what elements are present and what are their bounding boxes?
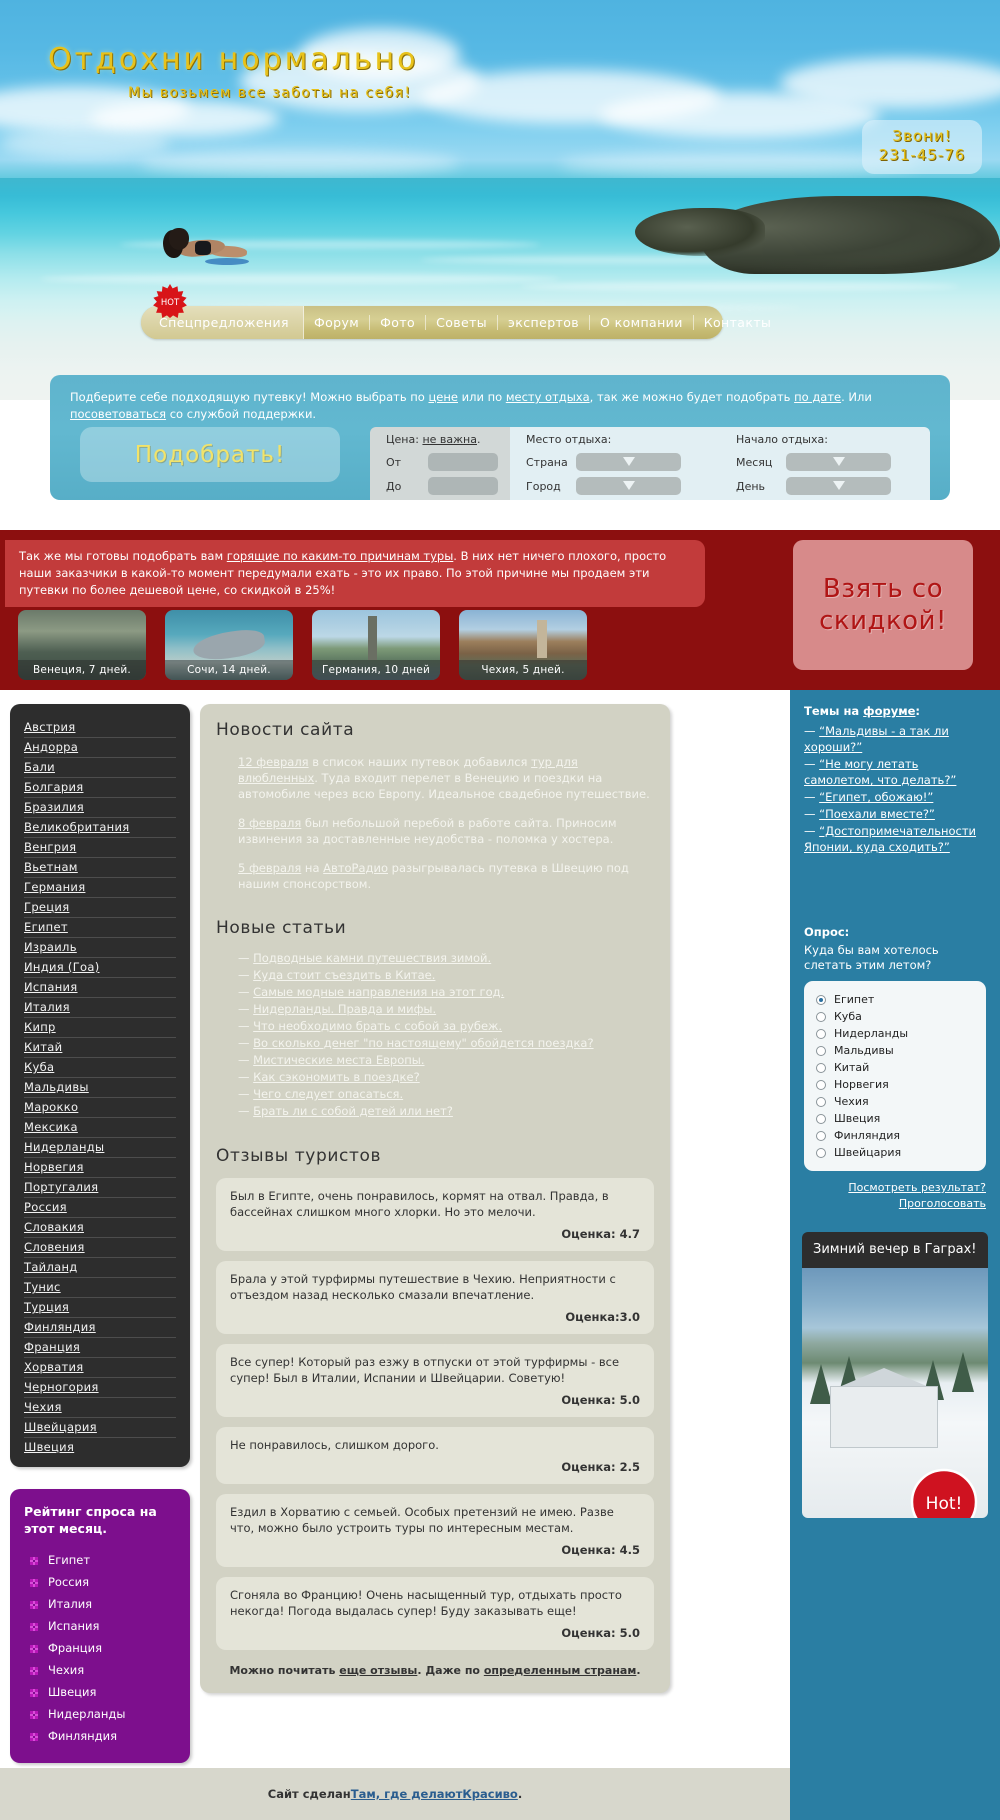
footer-part-1: Сайт сделан [267,1787,351,1801]
news-item: 12 февраля в список наших путевок добавился тур для влюбленных. Туда входит перелет в Венецию и поездки на автомобиле через всю Европу. Идеальное свадебное путешествие. [238,755,650,801]
day-select[interactable] [786,477,891,495]
intro-part-1: Подберите себе подходящую путевку! Можно выбрать по [70,390,429,404]
news-date-link[interactable]: 5 февраля [238,861,302,875]
review-text: Ездил в Хорватию с семьей. Особых претензий не имею. Разве что, можно было устроить туры по интересным местам. [230,1505,614,1535]
poll-option[interactable] [816,1093,974,1110]
price-from-label: От [386,455,402,469]
forum-topic-link[interactable]: “Мальдивы - а так ли хороши?” [804,724,949,754]
rating-item: Нидерланды [24,1703,176,1725]
site-subtitle: Мы возьмем все заботы на себя! [128,85,412,101]
promo-text [5,540,705,607]
poll-option-label: Швейцария [834,1146,902,1159]
advice-link[interactable]: посоветоваться [70,407,167,421]
more-reviews-link[interactable]: еще отзывы [339,1664,418,1677]
forum-title-part-2: : [915,704,921,718]
country-link[interactable]: Черногория [24,1378,176,1398]
country-link[interactable]: Португалия [24,1178,176,1198]
tour-card-venice[interactable] [18,610,146,680]
country-link[interactable]: Бали [24,758,176,778]
poll-option[interactable] [816,1127,974,1144]
news-inline-link[interactable]: тур для влюбленных [238,755,578,785]
poll-option[interactable] [816,1008,974,1025]
country-link[interactable]: Финляндия [24,1318,176,1338]
news-item: 8 февраля был небольшой перебой в работе сайта. Приносим извинения за доставленные неудобства - поломка у хостера. [238,816,617,846]
radio-button-icon[interactable] [816,1012,826,1022]
poll-option[interactable] [816,1042,974,1059]
forum-topic-item: — “Не могу летать самолетом, что делать?” [804,757,957,787]
articles-heading: Новые статьи [216,918,347,938]
news-list [216,754,654,892]
poll-option[interactable] [816,1110,974,1127]
take-with-discount-button[interactable]: Взять со скидкой! [793,540,973,670]
phone-label: Звони! [892,127,952,145]
country-list [10,704,190,1467]
country-link[interactable]: Индия (Гоа) [24,958,176,978]
country-link[interactable]: Мальдивы [24,1078,176,1098]
country-link[interactable]: Болгария [24,778,176,798]
day-label: День [736,479,766,493]
intro-part-3: , так же можно будет подобрать [589,390,795,404]
country-row [526,453,708,471]
tour-card-czech[interactable] [459,610,587,680]
reviews-heading: Отзывы туристов [216,1146,382,1166]
forum-topic-item: — “Египет, обожаю!” [804,790,934,804]
poll-option-label: Китай [834,1061,870,1074]
poll-option[interactable] [816,991,974,1008]
price-label-dot: . [476,433,481,446]
hot-badge-icon[interactable] [910,1468,978,1518]
radio-button-icon[interactable] [816,1029,826,1039]
right-sidebar-content [790,690,1000,1210]
city-row [526,477,708,495]
news-item: 5 февраля на АвтоРадио разыгрывалась путевка в Швецию под нашим спонсорством. [238,861,629,891]
poll-option-label: Чехия [834,1095,869,1108]
country-link[interactable]: Бразилия [24,798,176,818]
country-link[interactable]: Италия [24,998,176,1018]
country-link[interactable]: Словакия [24,1218,176,1238]
intro-part-5: со службой поддержки. [166,407,317,421]
radio-button-icon[interactable] [816,1131,826,1141]
country-link[interactable]: Турция [24,1298,176,1318]
radio-button-icon[interactable] [816,1097,826,1107]
article-link[interactable]: Нидерланды. Правда и мифы. [253,1002,437,1016]
hot-starburst-icon[interactable] [153,284,187,318]
tour-card-sochi[interactable] [165,610,293,680]
intro-part-2: или по [457,390,506,404]
country-link[interactable]: Вьетнам [24,858,176,878]
country-link[interactable]: Андорра [24,738,176,758]
poll-option-label: Куба [834,1010,862,1023]
city-select[interactable] [576,477,681,495]
price-column-label [386,433,498,446]
view-results-link[interactable]: Посмотреть результат? [848,1181,986,1194]
phone-number: 231-45-76 [878,146,966,164]
review-item [216,1261,654,1334]
review-text: Не понравилось, слишком дорого. [230,1438,439,1452]
winter-promo-banner[interactable] [802,1232,988,1518]
review-item [216,1178,654,1251]
month-label: Месяц [736,455,773,469]
poll-option-label: Египет [834,993,875,1006]
article-list-item: — Брать ли с собой детей или нет? [238,1104,453,1118]
forum-title-part-1: Темы на [804,704,864,718]
nav-item-experts[interactable]: экспертов [498,315,590,330]
poll-label: Опрос: [804,925,850,939]
country-link[interactable]: Великобритания [24,818,176,838]
place-link[interactable]: месту отдыха [505,390,590,404]
footer-link-2[interactable]: Красиво [462,1787,518,1801]
forum-topic-item: — “Достопримечательности Японии, куда сходить?” [804,824,977,854]
review-text: Сгоняла во Францию! Очень насыщенный тур, отдыхать просто некогда! Погода выдалась супер! Буду заказывать еще! [230,1588,622,1618]
rating-item: Египет [24,1549,176,1571]
day-row [736,477,918,495]
rating-item: Швеция [24,1681,176,1703]
article-list-item: — Самые модные направления на этот год. [238,985,505,999]
reviews-footnote [216,1664,654,1677]
poll-option-label: Норвегия [834,1078,889,1091]
rating-list [24,1549,176,1747]
tour-card-germany[interactable] [312,610,440,680]
rating-title: Рейтинг спроса на этот месяц. [24,1504,157,1536]
article-list-item: — Как сэкономить в поездке? [238,1070,420,1084]
country-link[interactable]: Швейцария [24,1418,176,1438]
article-link[interactable]: Брать ли с собой детей или нет? [253,1104,453,1118]
price-from-row [386,453,498,471]
page-footer [0,1768,790,1820]
review-score: Оценка:3.0 [565,1310,640,1324]
site-title: Отдохни нормально [48,42,419,77]
price-label-text: Цена: [386,433,423,446]
place-column [510,427,720,500]
review-text: Все супер! Который раз езжу в отпуски от этой турфирмы - все супер! Был в Италии, Испании и Швейцарии. Советую! [230,1355,620,1385]
hero-banner [0,0,1000,400]
tour-caption: Сочи, 14 дней. [165,660,293,680]
article-list-item: — Что необходимо брать с собой за рубеж. [238,1019,503,1033]
country-link[interactable]: Нидерланды [24,1138,176,1158]
news-heading: Новости сайта [216,720,355,740]
review-item [216,1494,654,1567]
house-body [830,1386,938,1448]
main-content-area [0,690,1000,1820]
country-select[interactable] [576,453,681,471]
country-link[interactable]: Норвегия [24,1158,176,1178]
article-link[interactable]: Как сэкономить в поездке? [253,1070,420,1084]
nav-item-forum[interactable]: Форум [304,315,370,330]
country-link[interactable]: Хорватия [24,1358,176,1378]
main-navigation[interactable] [141,306,772,339]
month-row [736,453,918,471]
country-link[interactable]: Мексика [24,1118,176,1138]
news-date-link[interactable]: 12 февраля [238,755,309,769]
country-link[interactable]: Китай [24,1038,176,1058]
forum-topic-item: — “Мальдивы - а так ли хороши?” [804,724,949,754]
winter-promo-image [802,1268,988,1518]
hot-tours-link[interactable]: горящие по каким-то причинам туры [226,549,454,563]
country-label: Страна [526,455,568,469]
poll-question: Куда бы вам хотелось слетать этим летом? [804,943,939,972]
radio-button-icon[interactable] [816,1148,826,1158]
review-score: Оценка: 5.0 [561,1626,640,1640]
promo-part-2: . В них нет ничего плохого, просто наши заказчики в какой-то момент передумали ехать - это их право. По этой причине мы продаем эти путевки по более дешевой цене, со скидкой в 25%! [19,549,667,597]
price-link[interactable]: цене [428,390,458,404]
rock-formation-small [635,208,765,256]
article-list-item: — Мистические места Европы. [238,1053,425,1067]
radio-button-icon[interactable] [816,1063,826,1073]
forum-topics-list [804,723,986,855]
poll-option-label: Нидерланды [834,1027,909,1040]
forum-title [804,704,986,718]
price-from-input[interactable] [428,453,498,471]
city-label: Город [526,479,561,493]
search-panel [50,375,950,500]
price-to-row [386,477,498,495]
article-link[interactable]: Подводные камни путешествия зимой. [253,951,492,965]
price-to-label: До [386,479,402,493]
tour-caption: Венеция, 7 дней. [18,660,146,680]
article-link[interactable]: Куда стоит съездить в Китае. [253,968,436,982]
footnote-part-2: . Даже по [417,1664,484,1677]
tour-caption: Чехия, 5 дней. [459,660,587,680]
article-link[interactable]: Чего следует опасаться. [253,1087,404,1101]
center-content [200,704,670,1693]
article-link[interactable]: Во сколько денег "по настоящему" обойдется поездка? [253,1036,594,1050]
country-link[interactable]: Тайланд [24,1258,176,1278]
nav-item-advice[interactable]: Советы [426,315,498,330]
country-link[interactable]: Египет [24,918,176,938]
date-column [720,427,930,500]
review-text: Брала у этой турфирмы путешествие в Чехию. Неприятности с отъездом назад несколько смазали впечатление. [230,1272,616,1302]
poll-option[interactable] [816,1059,974,1076]
poll-option-label: Финляндия [834,1129,901,1142]
right-sidebar [790,690,1000,1820]
search-form [370,427,930,500]
country-link[interactable]: Марокко [24,1098,176,1118]
review-score: Оценка: 2.5 [561,1460,640,1474]
place-column-label: Место отдыха: [526,433,612,446]
intro-part-4: . Или [841,390,872,404]
country-link[interactable]: Испания [24,978,176,998]
tour-caption: Германия, 10 дней [312,660,440,680]
price-column [370,427,510,500]
footer-link-1[interactable]: Там, где делают [350,1787,463,1801]
country-link[interactable]: Израиль [24,938,176,958]
promo-part-1: Так же мы готовы подобрать вам [19,549,227,563]
winter-promo-title: Зимний вечер в Гаграх! [802,1232,988,1268]
forum-topic-link[interactable]: “Не могу летать самолетом, что делать?” [804,757,957,787]
search-section [0,390,1000,530]
country-link[interactable]: Кипр [24,1018,176,1038]
forum-topic-item: — “Поехали вместе?” [804,807,935,821]
nav-item-specials[interactable]: Спецпредложения [141,306,304,339]
radio-button-icon[interactable] [816,1080,826,1090]
articles-list [238,950,654,1120]
news-date-link[interactable]: 8 февраля [238,816,302,830]
country-link[interactable]: Австрия [24,718,176,738]
forum-link[interactable]: форуме [863,704,916,718]
search-intro-text [70,389,930,423]
country-link[interactable]: Швеция [24,1440,75,1454]
svg-text:Hot!: Hot! [925,1494,963,1514]
radio-button-icon[interactable] [816,1114,826,1124]
review-item [216,1344,654,1417]
review-score: Оценка: 4.5 [561,1543,640,1557]
country-link[interactable]: Франция [24,1338,176,1358]
poll-option[interactable] [816,1076,974,1093]
rating-item: Чехия [24,1659,176,1681]
poll-actions [804,1181,986,1210]
review-item [216,1427,654,1484]
poll-option[interactable] [816,1144,974,1161]
nav-item-contacts[interactable]: Контакты [703,315,772,330]
country-reviews-link[interactable]: определенным странам [483,1664,637,1677]
article-list-item: — Куда стоит съездить в Китае. [238,968,436,982]
review-score: Оценка: 5.0 [561,1393,640,1407]
reviews-list [216,1178,654,1650]
rating-item: Финляндия [24,1725,176,1747]
review-score: Оценка: 4.7 [561,1227,640,1241]
forum-topic-link[interactable]: “Поехали вместе?” [819,807,935,821]
radio-button-icon[interactable] [816,1046,826,1056]
rating-item: Италия [24,1593,176,1615]
forum-topic-link[interactable]: “Достопримечательности Японии, куда сходить?” [804,824,977,854]
footnote-part-3: . [636,1664,641,1677]
radio-button-icon[interactable] [816,995,826,1005]
date-link[interactable]: по дате [794,390,842,404]
price-to-input[interactable] [428,477,498,495]
forum-topic-link[interactable]: “Египет, обожаю!” [819,790,934,804]
review-text: Был в Египте, очень понравилось, кормят на отвал. Правда, в бассейнах слишком много хлорки. Но это мелочи. [230,1189,609,1219]
tour-cards [18,610,587,680]
poll-option-label: Мальдивы [834,1044,894,1057]
poll-option-label: Швеция [834,1112,881,1125]
country-link[interactable]: Германия [24,878,176,898]
footer-part-3: . [517,1787,523,1801]
rating-item: Испания [24,1615,176,1637]
country-link[interactable]: Венгрия [24,838,176,858]
country-link[interactable]: Куба [24,1058,176,1078]
country-link[interactable]: Россия [24,1198,176,1218]
country-link[interactable]: Чехия [24,1398,176,1418]
country-link[interactable]: Словения [24,1238,176,1258]
country-link[interactable]: Тунис [24,1278,176,1298]
news-inline-link[interactable]: АвтоРадио [323,861,388,875]
demand-rating-widget [10,1489,190,1763]
rating-item: Франция [24,1637,176,1659]
nav-item-about[interactable]: О компании [590,315,694,330]
vote-link[interactable]: Проголосовать [898,1197,986,1210]
article-list-item: — Во сколько денег "по настоящему" обойдется поездка? [238,1036,594,1050]
rating-item: Россия [24,1571,176,1593]
review-item [216,1577,654,1650]
bather-figure [155,228,245,280]
date-column-label: Начало отдыха: [736,433,828,446]
poll-options [804,981,986,1171]
svg-text:HOT: HOT [160,298,180,308]
search-submit-button[interactable]: Подобрать! [80,427,340,482]
article-link[interactable]: Что необходимо брать с собой за рубеж. [253,1019,503,1033]
nav-item-photo[interactable]: Фото [370,315,426,330]
discount-promo-section [0,530,1000,690]
article-list-item: — Нидерланды. Правда и мифы. [238,1002,437,1016]
footnote-part-1: Можно почитать [229,1664,340,1677]
poll-option[interactable] [816,1025,974,1042]
price-not-important-link[interactable]: не важна [422,433,477,446]
article-link[interactable]: Мистические места Европы. [253,1053,425,1067]
month-select[interactable] [786,453,891,471]
country-link[interactable]: Греция [24,898,176,918]
article-list-item: — Подводные камни путешествия зимой. [238,951,492,965]
phone-box[interactable] [862,120,982,174]
article-list-item: — Чего следует опасаться. [238,1087,404,1101]
left-sidebar [10,704,190,1763]
article-link[interactable]: Самые модные направления на этот год. [253,985,505,999]
